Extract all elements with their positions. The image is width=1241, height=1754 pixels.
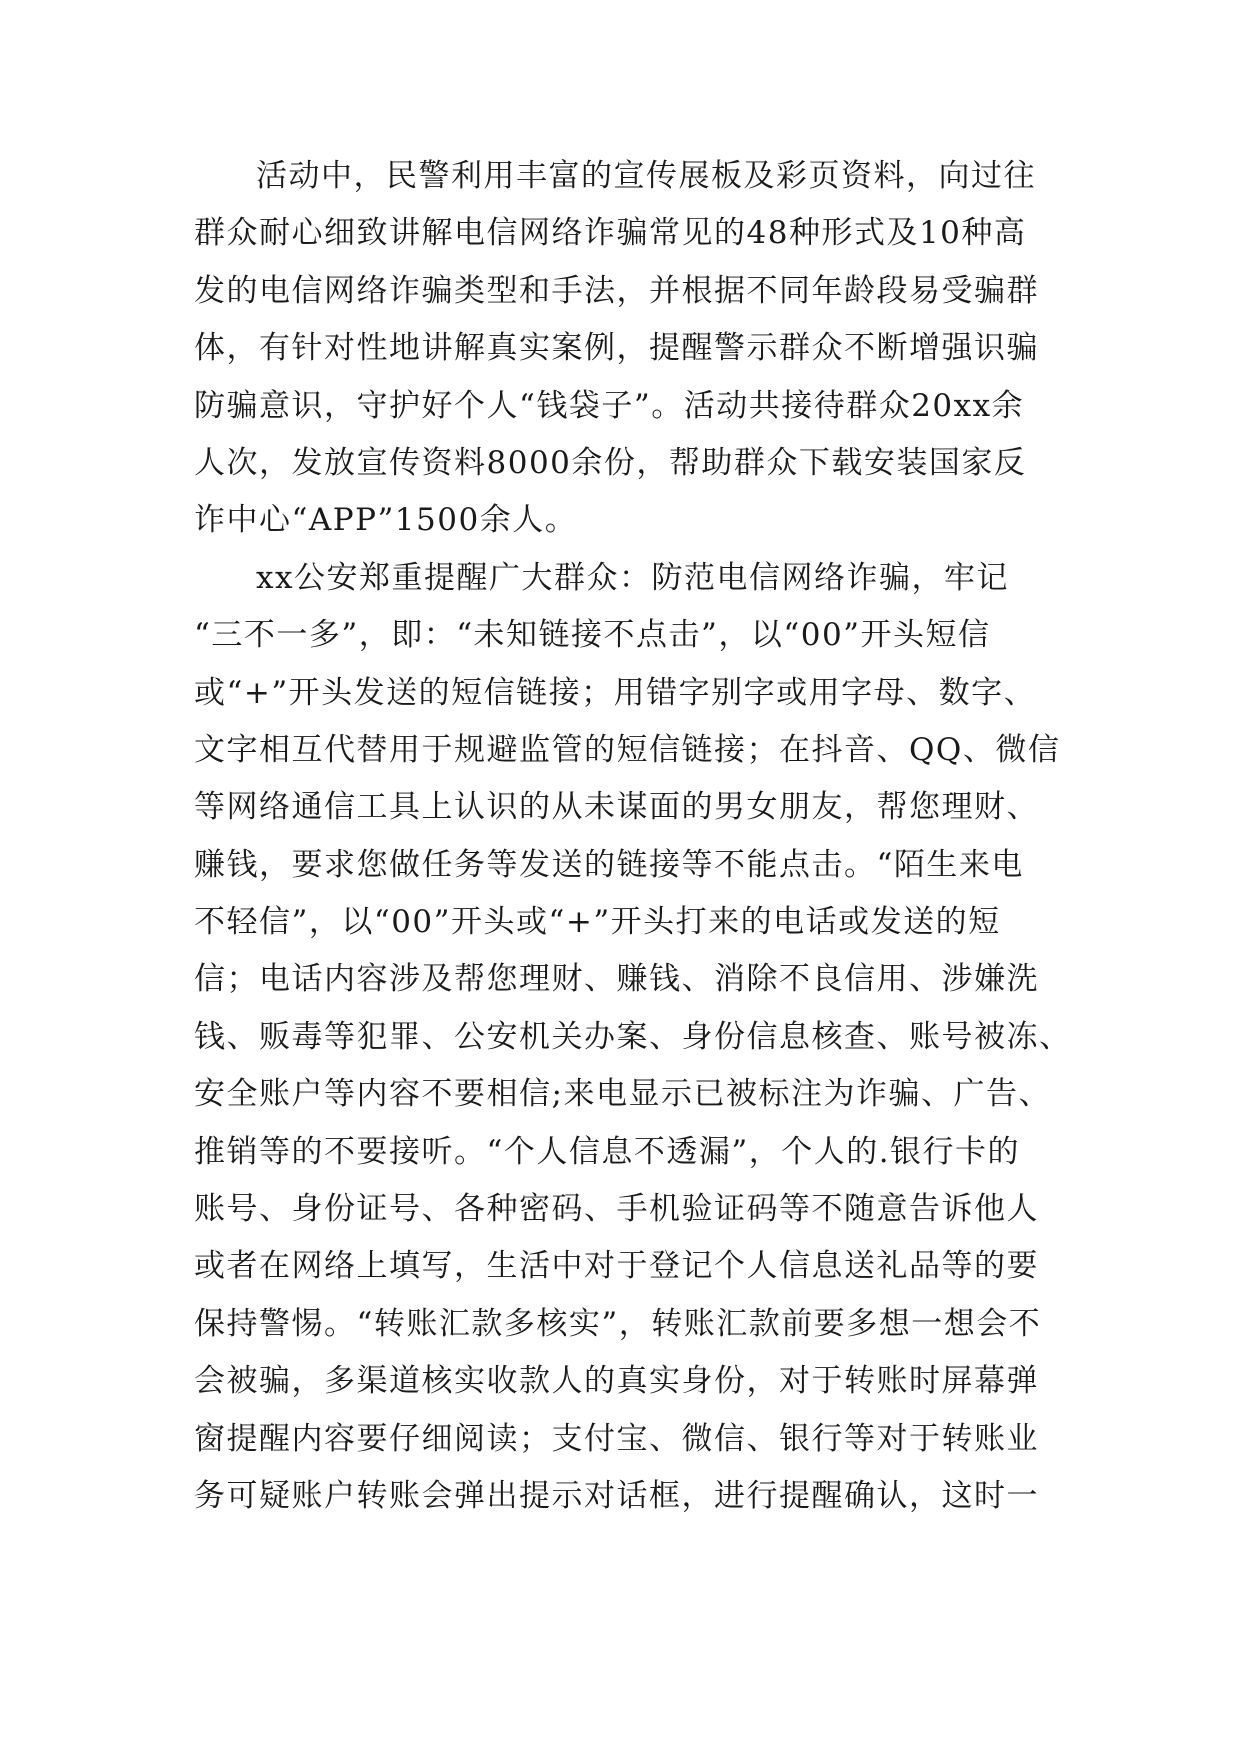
paragraph-line: 群众耐心细致讲解电信网络诈骗常见的48种形式及10种高: [194, 215, 1027, 252]
paragraph-line: 钱、贩毒等犯罪、公安机关办案、身份信息核查、账号被冻、: [194, 1018, 1072, 1055]
document-body: [194, 148, 1072, 1640]
paragraph-line: 赚钱，要求您做任务等发送的链接等不能点击。“陌生来电: [194, 846, 1024, 883]
paragraph-line: 等网络通信工具上认识的从未谋面的男女朋友，帮您理财、: [194, 789, 1039, 826]
paragraph-line: 窗提醒内容要仔细阅读；支付宝、微信、银行等对于转账业: [194, 1420, 1039, 1457]
paragraph-line: 人次，发放宣传资料8000余份，帮助群众下载安装国家反: [194, 444, 1027, 481]
paragraph-line: 诈中心“APP”1500余人。: [194, 502, 578, 539]
paragraph-line: 信；电话内容涉及帮您理财、赚钱、消除不良信用、涉嫌洗: [194, 961, 1039, 998]
paragraph-line: [194, 1525, 1054, 1582]
paragraph-line: 保持警惕。“转账汇款多核实”，转账汇款前要多想一想会不: [194, 1305, 1042, 1342]
paragraph-line: 体，有针对性地讲解真实案例，提醒警示群众不断增强识骗: [194, 330, 1039, 367]
paragraph-line: xx公安郑重提醒广大群众：防范电信网络诈骗，牢记: [256, 559, 1009, 596]
paragraph-activity: [194, 148, 1054, 550]
paragraph-line: 安全账户等内容不要相信;来电显示已被标注为诈骗、广告、: [194, 1076, 1051, 1113]
paragraph-line: 推销等的不要接听。“个人信息不透漏”，个人的.银行卡的: [194, 1133, 1021, 1170]
paragraph-line: 发的电信网络诈骗类型和手法，并根据不同年龄段易受骗群: [194, 272, 1039, 309]
paragraph-line: 账号、身份证号、各种密码、手机验证码等不随意告诉他人: [194, 1191, 1039, 1228]
paragraph-line: 防骗意识，守护好个人“钱袋子”。活动共接待群众20xx余: [194, 387, 1025, 424]
paragraph-reminder: [194, 550, 1072, 1640]
paragraph-line: [194, 1583, 1054, 1640]
paragraph-line: “三不一多”，即：“未知链接不点击”，以“00”开头短信: [194, 617, 991, 654]
paragraph-line: 务可疑账户转账会弹出提示对话框，进行提醒确认，这时一: [194, 1477, 1039, 1514]
paragraph-line: 文字相互代替用于规避监管的短信链接；在抖音、QQ、微信: [194, 731, 1061, 768]
paragraph-line: 或者在网络上填写，生活中对于登记个人信息送礼品等的要: [194, 1248, 1039, 1285]
paragraph-line: 活动中，民警利用丰富的宣传展板及彩页资料，向过往: [256, 158, 1036, 194]
paragraph-line: 或“+”开头发送的短信链接；用错字别字或用字母、数字、: [194, 674, 1037, 711]
paragraph-line: 会被骗，多渠道核实收款人的真实身份，对于转账时屏幕弹: [194, 1363, 1039, 1400]
paragraph-line: 不轻信”，以“00”开头或“+”开头打来的电话或发送的短: [194, 904, 1001, 941]
